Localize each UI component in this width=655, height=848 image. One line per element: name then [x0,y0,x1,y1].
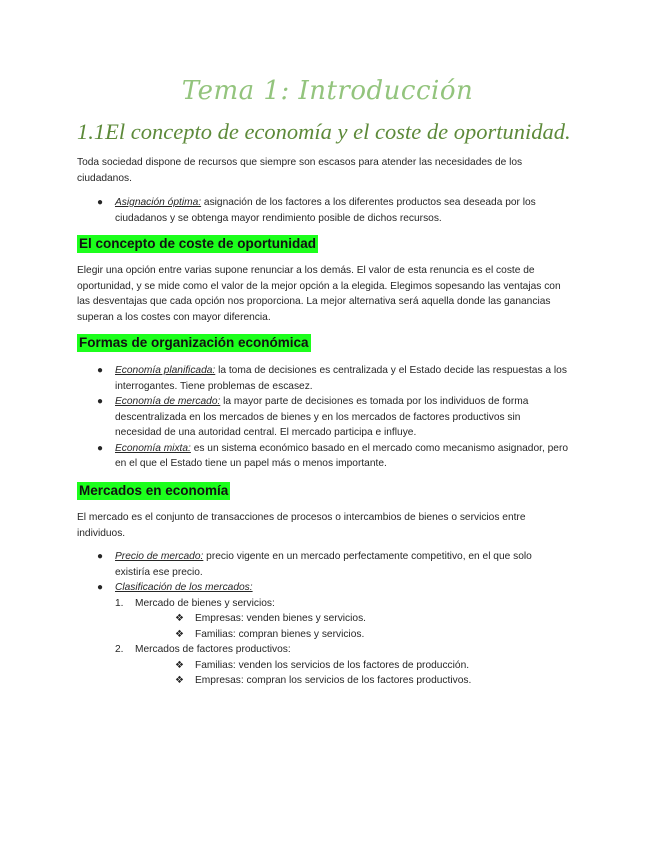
clasificacion-numbered-list [115,596,569,689]
intro-paragraph: Toda sociedad dispone de recursos que siempre son escasos para atender las necesidades de los ciudadanos. [77,157,523,184]
term-label: Economía mixta: [115,442,191,454]
bullet-icon: ● [97,396,104,407]
page-title: Tema 1: Introducción [181,76,474,106]
heading-coste-oportunidad: El concepto de coste de oportunidad [79,236,317,251]
list-item [77,580,569,689]
list-item [77,394,569,441]
list-item [135,611,569,627]
mercado-paragraph: El mercado es el conjunto de transacciones de procesos o intercambios de bienes o servicios entre individuos. [77,512,526,539]
diamond-bullet-icon: ❖ [175,675,184,686]
list-item [135,673,569,689]
bullet-icon: ● [97,442,104,454]
sub-item-text: Empresas: compran los servicios de los factores productivos. [195,675,472,686]
term-label: Asignación óptima: [115,197,202,208]
heading-mercados: Mercados en economía [79,483,229,498]
formas-list [77,363,569,472]
diamond-bullet-icon: ❖ [175,659,184,671]
term-label: Economía de mercado: [115,396,221,407]
sub-list [135,658,569,689]
bullet-icon: ● [97,551,104,562]
list-item [77,363,569,394]
sub-list [135,611,569,642]
diamond-bullet-icon: ❖ [175,613,184,624]
bullet-icon: ● [97,582,104,593]
term-label: Clasificación de los mercados: [115,582,253,593]
term-text: precio vigente en un mercado perfectamente competitivo, en el que solo existiría ese precio. [115,551,532,578]
mercados-list [77,549,569,689]
group-label: Mercados de factores productivos: [135,644,291,655]
list-number: 2. [115,644,124,655]
bullet-icon: ● [97,197,104,208]
diamond-bullet-icon: ❖ [175,628,184,640]
bullet-icon: ● [97,365,104,376]
term-text: es un sistema económico basado en el mercado como mecanismo asignador, pero en el que el Estado tiene un papel más o menos importante. [115,442,569,469]
list-item [77,195,569,226]
coste-paragraph: Elegir una opción entre varias supone renunciar a los demás. El valor de esta renuncia es el coste de oportunidad, y se mide como el valor de la mejor opción a la elegida. Elegimos sopesando las ventajas con las desventajas que cada opción nos proporciona. La mejor alternativa será aquella donde las ganancias superan a los costes con mayor diferencia. [77,265,561,323]
list-item [77,549,569,580]
list-item [135,627,569,643]
group-label: Mercado de bienes y servicios: [135,597,275,609]
asignacion-list [77,195,569,226]
list-number: 1. [115,597,124,609]
term-text: asignación de los factores a los diferentes productos sea deseada por los ciudadanos y se obtenga mayor rendimiento posible de dichos recursos. [115,197,536,224]
sub-item-text: Familias: venden los servicios de los factores de producción. [195,659,470,671]
list-item [77,441,569,472]
term-text: la toma de decisiones es centralizada y el Estado decide las respuestas a los interrogantes. Tiene problemas de escasez. [115,365,567,392]
term-text: la mayor parte de decisiones es tomada por los individuos de forma descentralizada en los mercados de bienes y en los mercados de factores productivos sin necesidad de una autoridad central. El mercado participa e influye. [115,396,529,438]
heading-formas-organizacion: Formas de organización económica [79,335,309,350]
section-subtitle: 1.1El concepto de economía y el coste de oportunidad. [77,119,571,144]
list-item [115,596,569,643]
list-item [115,642,569,689]
sub-item-text: Empresas: venden bienes y servicios. [195,613,367,624]
term-label: Economía planificada: [115,365,216,376]
sub-item-text: Familias: compran bienes y servicios. [195,628,365,640]
list-item [135,658,569,674]
term-label: Precio de mercado: [115,551,204,562]
